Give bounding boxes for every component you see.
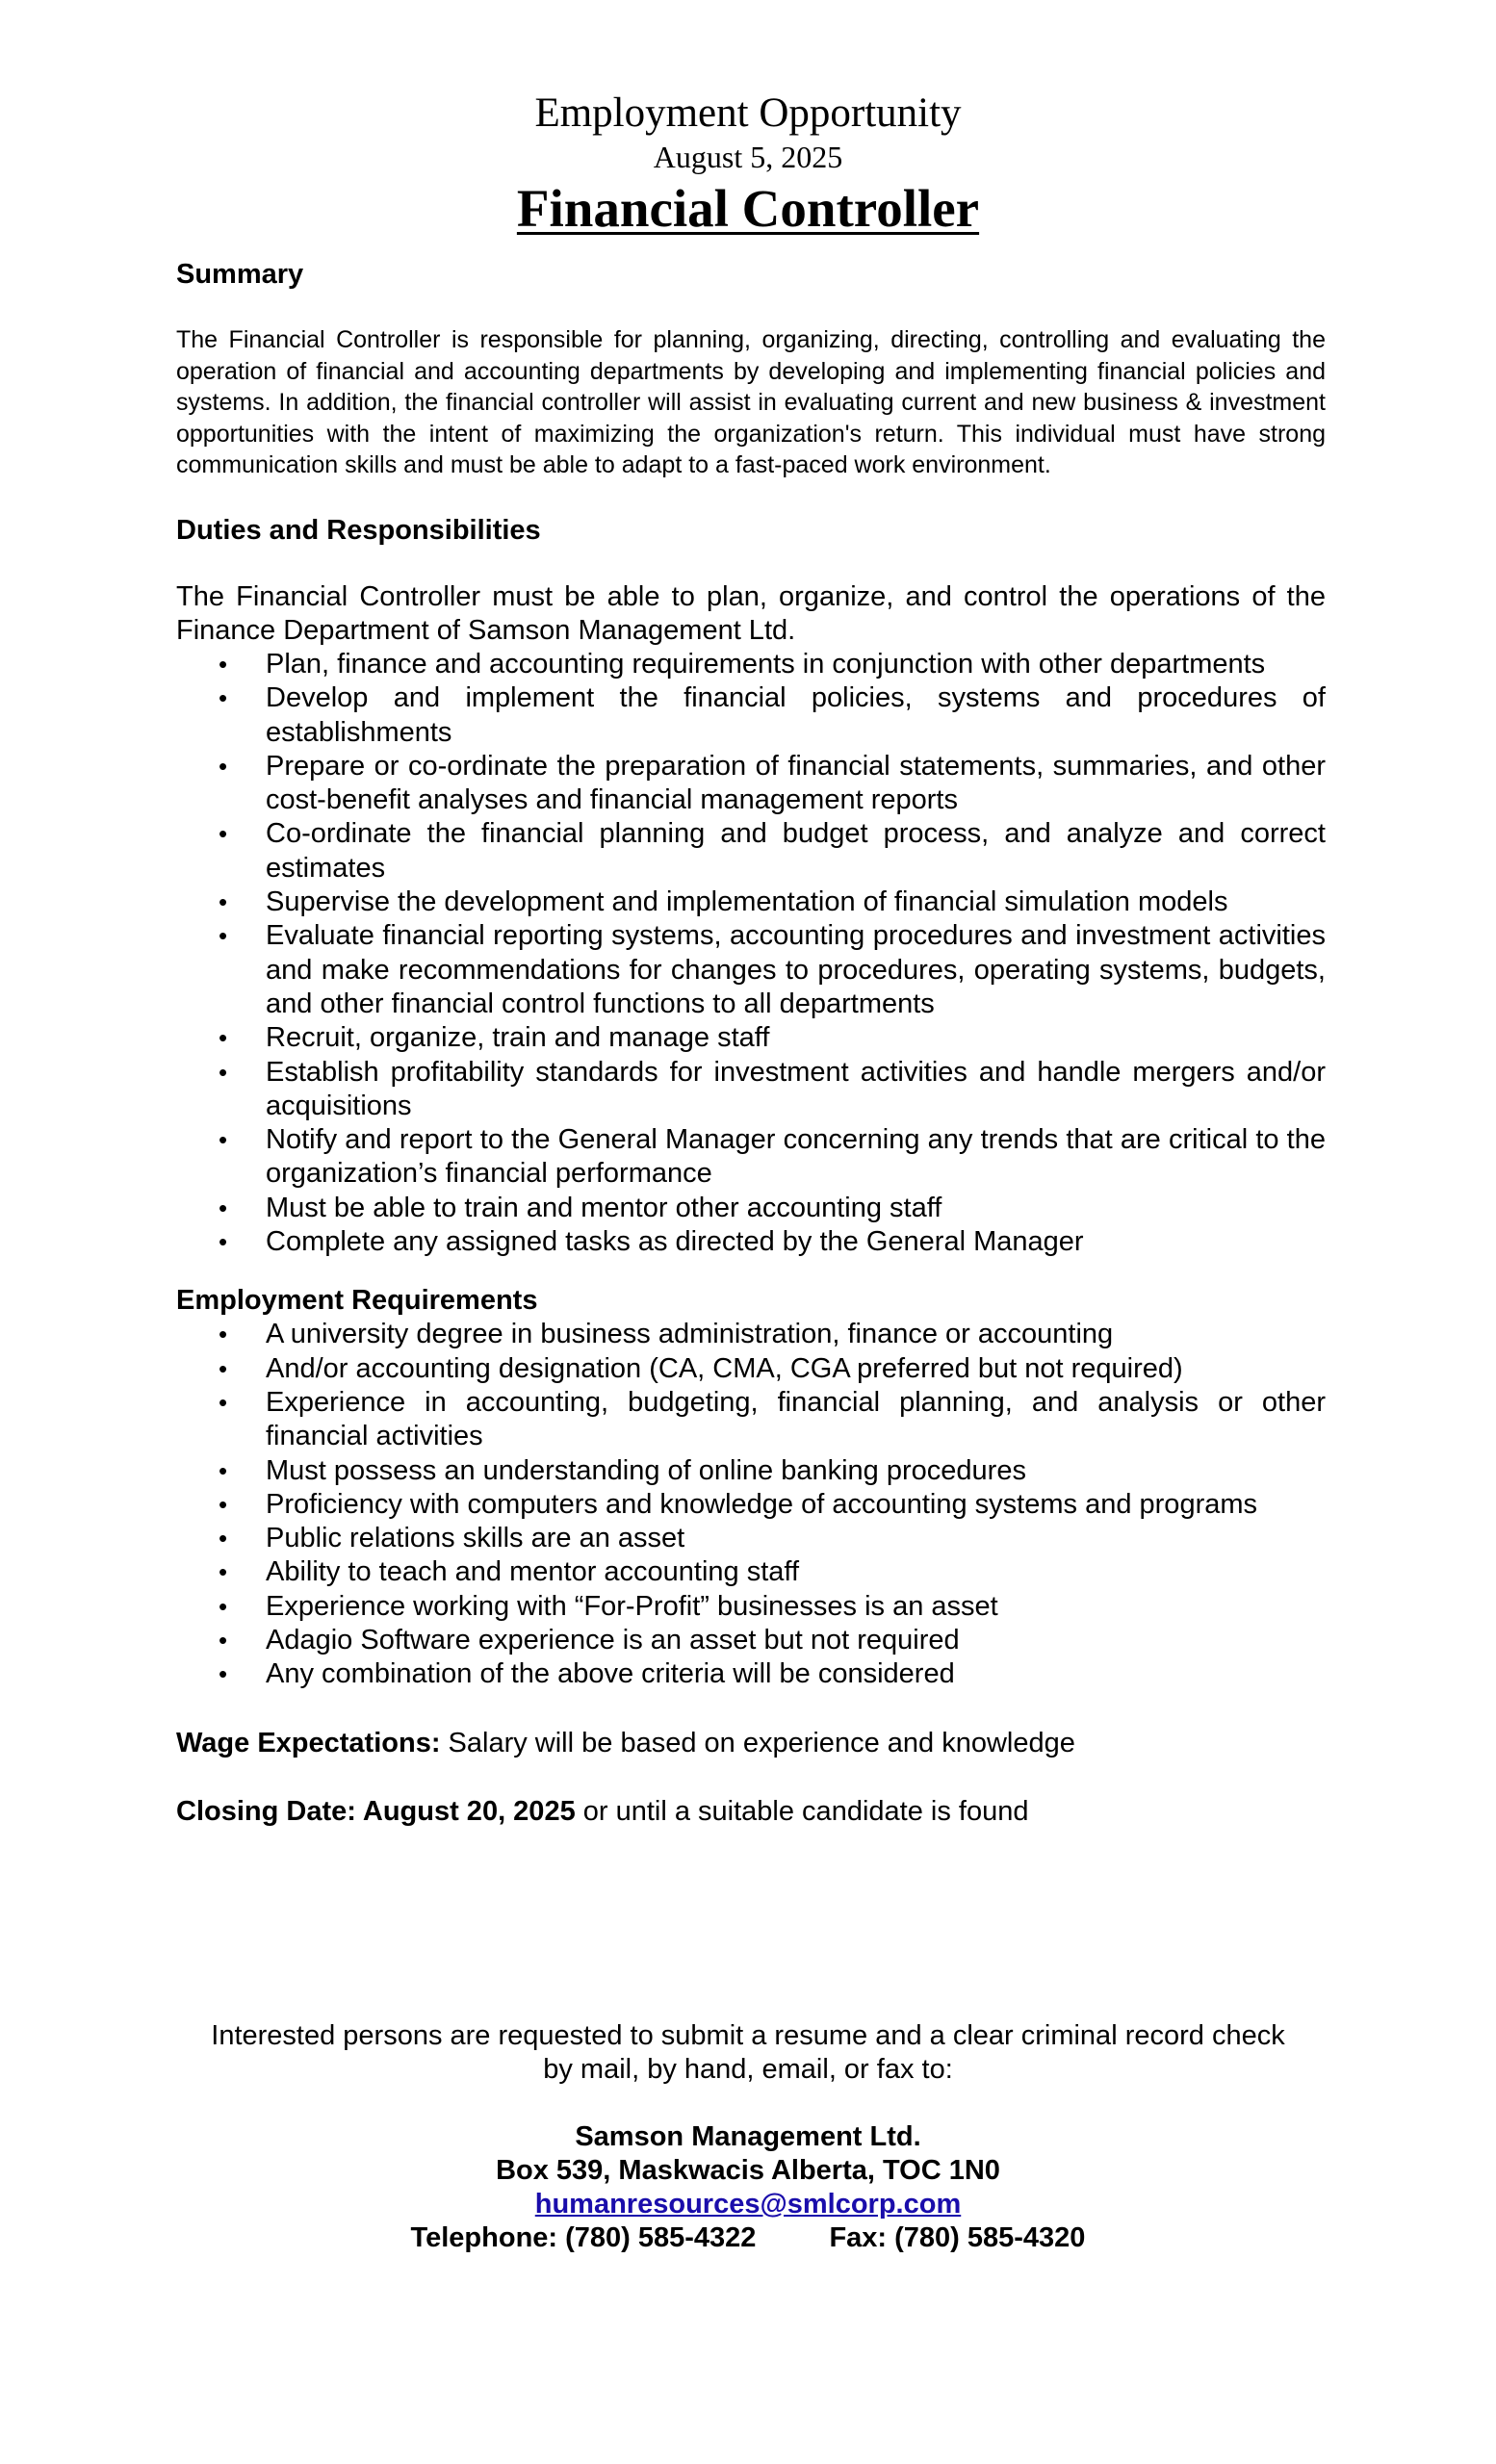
list-item xyxy=(176,1123,1326,1192)
contact-instructions-line2: by mail, by hand, email, or fax to: xyxy=(543,2054,953,2085)
list-item xyxy=(176,1352,1326,1386)
duties-intro: The Financial Controller must be able to plan, organize, and control the operations of the Finance Department of Samson Management Ltd. xyxy=(176,580,1326,646)
job-title: Financial Controller xyxy=(516,179,980,238)
list-item xyxy=(176,886,1326,919)
closing-label: Closing Date: August 20, 2025 xyxy=(176,1795,576,1827)
wage-text: Salary will be based on experience and knowledge xyxy=(440,1727,1075,1758)
page-heading: Employment Opportunity xyxy=(534,90,962,136)
bullet-icon: • xyxy=(219,1591,228,1621)
bullet-icon: • xyxy=(219,1125,228,1155)
list-item xyxy=(176,1021,1326,1055)
list-item-text: Plan, finance and accounting requirements in conjunction with other departments xyxy=(266,648,1266,680)
list-item-text: A university degree in business administration, finance or accounting xyxy=(266,1319,1114,1350)
list-item-text: Prepare or co-ordinate the preparation of financial statements, summaries, and other cost-benefit analyses and financial management reports xyxy=(266,750,1326,816)
phone-fax-line xyxy=(0,2221,1496,2255)
list-item-text: Supervise the development and implementation of financial simulation models xyxy=(266,886,1228,918)
list-item-text: Must be able to train and mentor other accounting staff xyxy=(266,1192,942,1223)
contact-instructions-line1: Interested persons are requested to submit a resume and a clear criminal record check xyxy=(211,2020,1285,2051)
document-body xyxy=(176,258,1326,1829)
list-item xyxy=(176,750,1326,818)
list-item-text: Experience in accounting, budgeting, financial planning, and analysis or other financial activities xyxy=(266,1386,1326,1452)
bullet-icon: • xyxy=(219,1057,228,1087)
bullet-icon: • xyxy=(219,1489,228,1519)
list-item xyxy=(176,1624,1326,1657)
duties-list xyxy=(176,648,1326,1259)
list-item xyxy=(176,681,1326,750)
list-item-text: Proficiency with computers and knowledge of accounting systems and programs xyxy=(266,1488,1258,1520)
list-item-text: Adagio Software experience is an asset but not required xyxy=(266,1624,960,1656)
wage-label: Wage Expectations: xyxy=(176,1727,441,1758)
bullet-icon: • xyxy=(219,1227,228,1257)
bullet-icon: • xyxy=(219,1193,228,1222)
bullet-icon: • xyxy=(219,921,228,951)
contact-block xyxy=(0,2019,1496,2255)
list-item xyxy=(176,1488,1326,1522)
bullet-icon: • xyxy=(219,887,228,917)
bullet-icon: • xyxy=(219,1524,228,1553)
list-item-text: Establish profitability standards for investment activities and handle mergers and/or acquisitions xyxy=(266,1056,1326,1121)
bullet-icon: • xyxy=(219,1023,228,1053)
mailing-address: Box 539, Maskwacis Alberta, TOC 1N0 xyxy=(496,2155,1000,2186)
list-item-text: And/or accounting designation (CA, CMA, CGA preferred but not required) xyxy=(266,1352,1183,1384)
summary-text: The Financial Controller is responsible for planning, organizing, directing, controlling and evaluating the operation of financial and accounting departments by developing and implementing financial policies and systems. In addition, the financial controller will assist in evaluating current and new business & investment opportunities with the intent of maximizing the organization's return. This individual must have strong communication skills and must be able to adapt to a fast-paced work environment. xyxy=(176,326,1326,479)
bullet-icon: • xyxy=(219,819,228,849)
list-item xyxy=(176,1454,1326,1488)
bullet-icon: • xyxy=(219,1625,228,1655)
fax-number: Fax: (780) 585-4320 xyxy=(829,2222,1086,2253)
bullet-icon: • xyxy=(219,649,228,679)
organization-name: Samson Management Ltd. xyxy=(575,2121,921,2152)
list-item-text: Notify and report to the General Manager concerning any trends that are critical to the organization’s financial performance xyxy=(266,1124,1326,1190)
bullet-icon: • xyxy=(219,1320,228,1349)
list-item xyxy=(176,648,1326,681)
wage-expectations xyxy=(176,1727,1326,1760)
bullet-icon: • xyxy=(219,1455,228,1485)
list-item xyxy=(176,1590,1326,1624)
list-item-text: Complete any assigned tasks as directed by the General Manager xyxy=(266,1226,1084,1258)
list-item-text: Co-ordinate the financial planning and budget process, and analyze and correct estimates xyxy=(266,818,1326,884)
bullet-icon: • xyxy=(219,1353,228,1383)
list-item-text: Ability to teach and mentor accounting staff xyxy=(266,1556,800,1588)
bullet-icon: • xyxy=(219,1387,228,1417)
list-item xyxy=(176,1657,1326,1691)
list-item xyxy=(176,1192,1326,1225)
duties-heading: Duties and Responsibilities xyxy=(176,514,541,546)
list-item xyxy=(176,817,1326,886)
email-link[interactable]: humanresources@smlcorp.com xyxy=(534,2189,962,2220)
list-item-text: Evaluate financial reporting systems, accounting procedures and investment activities and make recommendations for changes to procedures, operating systems, budgets, and other financial control functions to all departments xyxy=(266,920,1326,1019)
telephone-number: Telephone: (780) 585-4322 xyxy=(410,2222,757,2253)
bullet-icon: • xyxy=(219,1659,228,1689)
list-item-text: Public relations skills are an asset xyxy=(266,1523,685,1554)
bullet-icon: • xyxy=(219,751,228,781)
document-header xyxy=(0,89,1496,241)
list-item-text: Experience working with “For-Profit” businesses is an asset xyxy=(266,1590,998,1622)
list-item xyxy=(176,1225,1326,1259)
list-item-text: Develop and implement the financial policies, systems and procedures of establishments xyxy=(266,682,1326,748)
list-item xyxy=(176,1386,1326,1454)
list-item xyxy=(176,1056,1326,1124)
bullet-icon: • xyxy=(219,1557,228,1587)
closing-text: or until a suitable candidate is found xyxy=(575,1795,1029,1827)
list-item-text: Any combination of the above criteria will be considered xyxy=(266,1658,955,1690)
closing-date xyxy=(176,1795,1326,1829)
list-item xyxy=(176,919,1326,1021)
list-item xyxy=(176,1318,1326,1351)
posting-date: August 5, 2025 xyxy=(653,140,843,174)
list-item-text: Must possess an understanding of online banking procedures xyxy=(266,1454,1026,1486)
list-item xyxy=(176,1555,1326,1589)
list-item xyxy=(176,1522,1326,1555)
bullet-icon: • xyxy=(219,683,228,713)
requirements-heading: Employment Requirements xyxy=(176,1285,538,1317)
requirements-list xyxy=(176,1318,1326,1691)
summary-heading: Summary xyxy=(176,259,304,290)
list-item-text: Recruit, organize, train and manage staff xyxy=(266,1022,770,1054)
